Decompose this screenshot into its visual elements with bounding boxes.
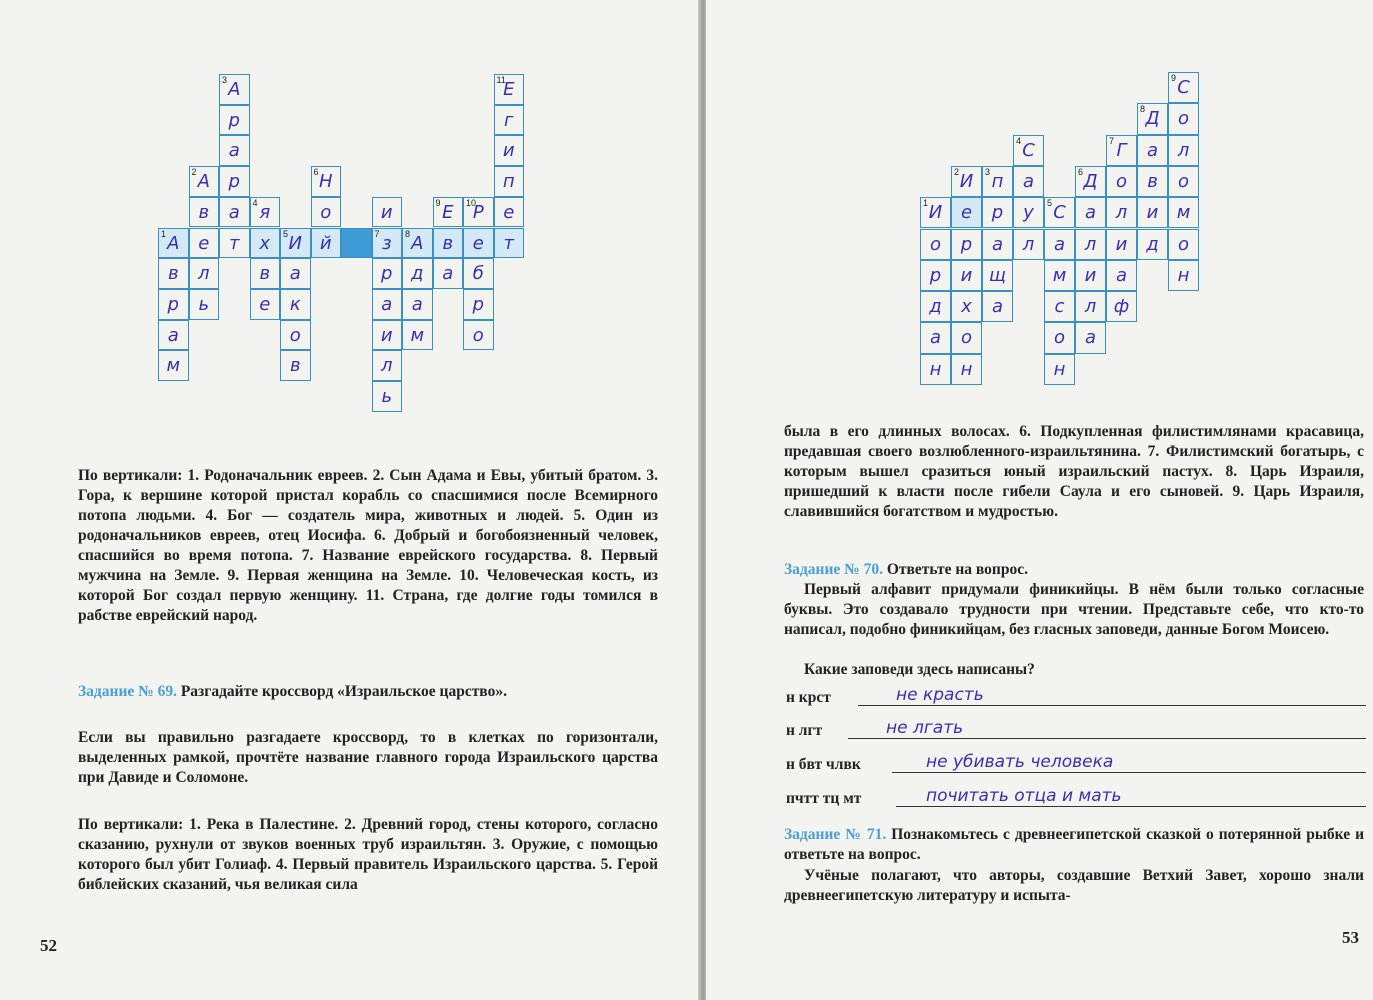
answer-handwritten: не лгать <box>886 718 964 738</box>
crossword-cell[interactable] <box>494 228 525 259</box>
crossword-cell[interactable] <box>1044 229 1075 260</box>
crossword-cell[interactable] <box>311 197 342 228</box>
crossword-cell-letter: о <box>1177 108 1189 130</box>
crossword-cell-letter: о <box>1177 170 1189 192</box>
crossword-cell-number: 6 <box>313 167 319 178</box>
crossword-cell[interactable] <box>1106 166 1137 197</box>
crossword-cell[interactable] <box>372 320 403 351</box>
crossword-cell-letter: р <box>228 171 240 193</box>
page-number-right: 53 <box>1342 928 1359 947</box>
crossword-cell[interactable] <box>280 350 311 381</box>
crossword-cell-letter: з <box>381 232 392 254</box>
crossword-cell[interactable] <box>219 135 250 166</box>
crossword-cell-number: 2 <box>191 167 197 178</box>
crossword-cell[interactable] <box>1168 103 1199 134</box>
clues-vertical-text: 1. Родоначальник евреев. 2. Сын Адама и Евы, убитый братом. 3. Гора, к вершине которой пристал корабль со спасшимися после Всемирного потопа людьми. 4. Бог — создатель мира, животных и людей. 5. Один из родоначальников евреев, отец Иосифа. 6. Добрый и богобоязненный человек, спасшийся во время потопа. 7. Название еврейского государства. 8. Первый мужчина на Земле. 9. Первая женщина на Земле. 10. Человеческая кость, из которой Бог создал первую женщину. 11. Страна, где долгие годы томился в рабстве еврейский народ. <box>78 467 658 624</box>
crossword-cell[interactable] <box>1137 135 1168 166</box>
crossword-cell-letter: а <box>1053 233 1066 255</box>
crossword-cell-letter: а <box>929 327 942 349</box>
crossword-cell[interactable] <box>1106 135 1137 166</box>
crossword-cell-letter: о <box>1053 327 1065 349</box>
crossword-cell-letter: и <box>502 140 515 162</box>
crossword-cell[interactable] <box>250 289 281 320</box>
crossword-cell[interactable] <box>372 197 403 228</box>
crossword-cell-letter: в <box>198 201 210 223</box>
task-69-body: Если вы правильно разгадаете кроссворд, то в клетках по горизонтали, выделенных рамкой, прочтёте название главного города Израильского царства при Давиде и Соломоне. <box>78 729 658 786</box>
crossword-cell[interactable] <box>1013 135 1044 166</box>
crossword-cell-letter: т <box>503 232 514 254</box>
crossword-cell[interactable] <box>1137 229 1168 260</box>
crossword-cell-letter: й <box>319 232 332 254</box>
crossword-cell-letter: а <box>411 293 423 315</box>
crossword-cell[interactable] <box>1137 197 1168 228</box>
crossword-cell-letter: Р <box>472 201 484 223</box>
task-69-label: Задание № 69. <box>78 683 177 700</box>
clues-vertical-label: По вертикали: <box>78 467 183 484</box>
crossword-cell-letter: и <box>380 324 393 346</box>
crossword-cell-letter: и <box>960 264 973 286</box>
crossword-cell-letter: л <box>1022 233 1035 255</box>
crossword-cell-letter: о <box>472 324 484 346</box>
crossword-cell-letter: о <box>929 233 941 255</box>
crossword-cell-letter: ь <box>198 293 210 315</box>
crossword-cell[interactable] <box>158 289 189 320</box>
crossword-cell-letter: н <box>1177 264 1190 286</box>
crossword-cell[interactable] <box>494 105 525 136</box>
task-69-clues <box>78 815 658 895</box>
crossword-cell[interactable] <box>280 320 311 351</box>
crossword-cell-letter: и <box>380 201 393 223</box>
crossword-cell[interactable] <box>494 74 525 105</box>
crossword-cell-letter: в <box>1147 170 1158 192</box>
crossword-cell[interactable] <box>951 322 982 353</box>
crossword-cell-number: 4 <box>1016 135 1022 146</box>
crossword-cell-letter: е <box>198 232 210 254</box>
crossword-cell-letter: д <box>929 296 942 318</box>
crossword-cell[interactable] <box>1075 260 1106 291</box>
crossword-cell[interactable] <box>1075 197 1106 228</box>
crossword-cell[interactable] <box>219 166 250 197</box>
crossword-cell[interactable] <box>250 258 281 289</box>
crossword-cell[interactable] <box>1106 260 1137 291</box>
crossword-cell[interactable] <box>1168 260 1199 291</box>
crossword-cell[interactable] <box>402 320 433 351</box>
task-69 <box>78 682 658 702</box>
crossword-cell-letter: м <box>1176 202 1191 224</box>
crossword-cell[interactable] <box>311 228 342 259</box>
crossword-cell[interactable] <box>1044 354 1075 385</box>
task-70-title: Ответьте на вопрос. <box>882 561 1028 578</box>
crossword-cell[interactable] <box>463 320 494 351</box>
crossword-cell-letter: а <box>442 263 454 285</box>
crossword-cell-letter: и <box>1115 233 1128 255</box>
task-70-label: Задание № 70. <box>784 561 883 578</box>
answer-line[interactable] <box>858 705 1366 706</box>
crossword-cell-letter: ь <box>381 386 393 407</box>
crossword-cell-letter: б <box>472 263 484 285</box>
crossword-cell[interactable] <box>402 258 433 289</box>
crossword-cell-letter: о <box>289 324 301 346</box>
crossword-cell-letter: а <box>1084 202 1097 224</box>
answer-handwritten: не убивать человека <box>926 752 1114 772</box>
crossword-cell[interactable] <box>1168 135 1199 166</box>
crossword-cell[interactable] <box>951 197 982 228</box>
crossword-cell-number: 6 <box>1078 166 1084 177</box>
crossword-cell-number: 8 <box>405 228 411 239</box>
crossword-cell[interactable] <box>1075 166 1106 197</box>
task-69-clues-label: По вертикали: <box>78 816 184 833</box>
crossword-cell-letter: л <box>380 355 393 377</box>
crossword-cell-letter: щ <box>989 264 1006 286</box>
task-69-title: Разгадайте кроссворд «Израильское царство». <box>176 683 507 700</box>
task-70-body: Первый алфавит придумали финикийцы. В нём были только согласные буквы. Это создавало трудности при чтении. Представьте себе, что кто-то написал, подобно финикийцам, без гласных заповеди, данные Богом Моисею. <box>784 581 1364 638</box>
crossword-cell-letter: р <box>228 109 240 131</box>
crossword-cell[interactable] <box>1137 103 1168 134</box>
crossword-cell-letter: в <box>442 232 454 254</box>
crossword-cell-letter: а <box>167 324 179 346</box>
answer-question: н крст <box>786 689 831 706</box>
crossword-cell-letter: Е <box>503 79 515 100</box>
crossword-cell-letter: д <box>411 263 424 285</box>
crossword-cell-letter: в <box>259 263 271 285</box>
crossword-cell[interactable] <box>920 197 951 228</box>
crossword-cell[interactable] <box>1168 197 1199 228</box>
crossword-cell[interactable] <box>1106 229 1137 260</box>
crossword-cell-letter: Г <box>1116 139 1127 161</box>
crossword-cell[interactable] <box>341 228 372 259</box>
answer-row <box>786 685 1366 709</box>
crossword-cell-letter: р <box>991 202 1004 224</box>
crossword-cell-letter: ф <box>1113 296 1130 318</box>
task-71-body: Учёные полагают, что авторы, создавшие Ветхий Завет, хорошо знали древнеегипетскую литературу и испыта- <box>784 867 1364 904</box>
crossword-cell-letter: а <box>381 293 393 315</box>
answer-row <box>786 718 1366 742</box>
crossword-cell[interactable] <box>219 228 250 259</box>
crossword-cell[interactable] <box>189 289 220 320</box>
crossword-cell-number: 3 <box>222 75 228 85</box>
crossword-cell[interactable] <box>280 289 311 320</box>
crossword-cell[interactable] <box>1013 197 1044 228</box>
crossword-cell[interactable] <box>1137 166 1168 197</box>
crossword-cell[interactable] <box>920 322 951 353</box>
answer-question: н лгт <box>786 722 823 739</box>
crossword-cell-letter: е <box>960 202 973 224</box>
crossword-cell-letter: е <box>503 201 515 223</box>
crossword-cell-letter: м <box>1052 264 1067 286</box>
crossword-cell[interactable] <box>1168 166 1199 197</box>
crossword-cell-letter: о <box>960 327 972 349</box>
crossword-cell-letter: Д <box>1145 108 1160 130</box>
crossword-cell[interactable] <box>158 258 189 289</box>
crossword-cell-number: 9 <box>435 197 441 208</box>
crossword-cell-letter: А <box>167 232 180 254</box>
answer-handwritten: почитать отца и мать <box>926 786 1122 806</box>
crossword-cell[interactable] <box>158 228 189 259</box>
crossword-cell-letter: р <box>167 293 179 315</box>
crossword-cell-number: 2 <box>954 166 960 177</box>
crossword-cell[interactable] <box>372 228 403 259</box>
crossword-cell-letter: с <box>1054 296 1065 318</box>
crossword-cell-letter: а <box>991 296 1004 318</box>
crossword-cell[interactable] <box>250 228 281 259</box>
crossword-cell-letter: п <box>991 170 1004 192</box>
crossword-cell[interactable] <box>920 354 951 385</box>
crossword-cell-letter: р <box>929 264 942 286</box>
crossword-cell[interactable] <box>1044 197 1075 228</box>
crossword-cell-letter: х <box>259 232 271 254</box>
answer-handwritten: не красть <box>896 685 984 705</box>
crossword-cell[interactable] <box>372 258 403 289</box>
crossword-cell[interactable] <box>1044 322 1075 353</box>
crossword-cell-letter: о <box>1177 233 1189 255</box>
crossword-cell[interactable] <box>1013 229 1044 260</box>
crossword-cell-letter: р <box>960 233 973 255</box>
crossword-cell[interactable] <box>920 291 951 322</box>
crossword-cell-number: 7 <box>374 228 380 239</box>
crossword-cell[interactable] <box>189 166 220 197</box>
crossword-cell[interactable] <box>1044 291 1075 322</box>
crossword-cell-letter: а <box>1022 170 1035 192</box>
crossword-cell-letter: л <box>1115 202 1128 224</box>
crossword-cell-letter: а <box>1146 139 1159 161</box>
crossword-cell[interactable] <box>982 260 1013 291</box>
crossword-cell-number: 7 <box>1109 135 1115 146</box>
clues-vertical-1 <box>78 466 658 626</box>
crossword-cell-number: 10 <box>466 197 477 208</box>
crossword-cell[interactable] <box>219 105 250 136</box>
crossword-cell[interactable] <box>189 197 220 228</box>
crossword-cell[interactable] <box>1168 229 1199 260</box>
answer-line[interactable] <box>848 738 1366 739</box>
crossword-cell[interactable] <box>433 228 464 259</box>
right-page <box>706 0 1373 1000</box>
crossword-cell-letter: к <box>289 293 301 315</box>
crossword-cell-number: 1 <box>161 228 167 239</box>
crossword-cell[interactable] <box>1044 260 1075 291</box>
crossword-cell[interactable] <box>1075 229 1106 260</box>
crossword-cell-letter: И <box>928 202 943 224</box>
crossword-cell-number: 4 <box>252 197 258 208</box>
crossword-cell-number: 9 <box>1171 73 1177 83</box>
crossword-cell-letter: о <box>320 201 332 223</box>
crossword-cell[interactable] <box>219 197 250 228</box>
crossword-cell-number: 5 <box>283 228 289 239</box>
crossword-cell[interactable] <box>402 289 433 320</box>
crossword-cell-letter: у <box>1023 202 1034 224</box>
crossword-cell-letter: С <box>1022 139 1035 161</box>
crossword-cell-letter: а <box>228 140 240 162</box>
crossword-cell-letter: А <box>197 171 210 193</box>
crossword-cell[interactable] <box>1075 322 1106 353</box>
task-69-clues-text: 1. Река в Палестине. 2. Древний город, стены которого, согласно сказанию, рухнули от звуков военных труб израильтян. 3. Оружие, с помощью которого был убит Голиаф. 4. Первый правитель Израильского царства. 5. Герой библейских сказаний, чья великая сила <box>78 816 658 893</box>
crossword-cell[interactable] <box>494 197 525 228</box>
crossword-cell[interactable] <box>1106 197 1137 228</box>
answer-question: пчтт тц мт <box>786 790 862 807</box>
crossword-cell-letter: а <box>228 201 240 223</box>
crossword-cell-number: 8 <box>1140 104 1146 115</box>
crossword-cell-letter: м <box>166 355 181 377</box>
crossword-cell-letter: р <box>381 263 393 285</box>
crossword-cell-number: 11 <box>496 75 506 85</box>
crossword-cell-letter: п <box>502 171 515 193</box>
crossword-cell-letter: н <box>1053 358 1066 380</box>
crossword-cell-letter: я <box>259 201 271 223</box>
crossword-cell-letter: л <box>1084 233 1097 255</box>
crossword-cell[interactable] <box>1168 72 1199 103</box>
crossword-cell-letter: в <box>167 263 179 285</box>
crossword-cell-letter: И <box>288 232 302 254</box>
crossword-cell[interactable] <box>189 258 220 289</box>
crossword-cell[interactable] <box>982 229 1013 260</box>
crossword-cell[interactable] <box>1106 291 1137 322</box>
crossword-cell[interactable] <box>280 258 311 289</box>
crossword-cell[interactable] <box>189 228 220 259</box>
crossword-cell[interactable] <box>280 228 311 259</box>
task-71-label: Задание № 71. <box>784 826 887 843</box>
crossword-cell[interactable] <box>494 135 525 166</box>
crossword-cell-letter: г <box>504 109 514 131</box>
crossword-cell-letter: А <box>411 232 424 254</box>
crossword-cell-letter: С <box>1177 77 1190 98</box>
crossword-cell-letter: А <box>228 79 241 100</box>
crossword-cell-letter: Е <box>442 201 454 223</box>
crossword-cell[interactable] <box>463 258 494 289</box>
crossword-cell-letter: а <box>1084 327 1097 349</box>
crossword-cell-letter: н <box>960 358 973 380</box>
answer-question: н бвт члвк <box>786 756 861 773</box>
crossword-cell[interactable] <box>982 197 1013 228</box>
crossword-cell[interactable] <box>982 166 1013 197</box>
crossword-cell-letter: и <box>1084 264 1097 286</box>
crossword-cell-letter: а <box>991 233 1004 255</box>
crossword-cell[interactable] <box>463 289 494 320</box>
crossword-cell-letter: т <box>229 232 240 254</box>
crossword-cell-number: 5 <box>1047 198 1053 209</box>
crossword-cell-letter: И <box>959 170 974 192</box>
crossword-cell[interactable] <box>951 291 982 322</box>
crossword-cell[interactable] <box>494 166 525 197</box>
task-71-title: Познакомьтесь с древнеегипетской сказкой о потерянной рыбке и ответьте на вопрос. <box>784 826 1365 863</box>
crossword-cell-letter: Д <box>1083 170 1098 192</box>
crossword-cell[interactable] <box>1075 291 1106 322</box>
crossword-cell-letter: а <box>1115 264 1128 286</box>
crossword-cell[interactable] <box>250 197 281 228</box>
answer-row <box>786 752 1366 776</box>
answer-line[interactable] <box>896 806 1366 807</box>
crossword-cell-letter: и <box>1146 202 1159 224</box>
crossword-cell-letter: д <box>1146 233 1159 255</box>
continuation-text: была в его длинных волосах. 6. Подкупленная филистимлянами красавица, предавшая своего возлюбленного-израильтянина. 7. Филистимский богатырь, с которым вышел сразиться юный израильский пастух. 8. Царь Израиля, пришедший к власти после гибели Саула и его сыновей. 9. Царь Израиля, славившийся богатством и мудростью. <box>784 423 1364 520</box>
crossword-cell[interactable] <box>920 229 951 260</box>
crossword-cell-number: 1 <box>923 198 929 209</box>
answer-row <box>786 786 1366 810</box>
crossword-cell-letter: е <box>472 232 484 254</box>
crossword-cell-letter: л <box>1177 139 1190 161</box>
crossword-cell[interactable] <box>951 229 982 260</box>
crossword-cell[interactable] <box>951 354 982 385</box>
task-70-question: Какие заповеди здесь написаны? <box>804 661 1035 678</box>
crossword-cell[interactable] <box>982 291 1013 322</box>
crossword-cell[interactable] <box>372 289 403 320</box>
crossword-cell[interactable] <box>158 350 189 381</box>
crossword-cell[interactable] <box>433 258 464 289</box>
task-70 <box>784 560 1364 580</box>
crossword-cell[interactable] <box>463 197 494 228</box>
crossword-cell-letter: С <box>1053 202 1066 224</box>
crossword-cell-letter: м <box>410 324 425 346</box>
crossword-cell-letter: р <box>472 293 484 315</box>
crossword-cell[interactable] <box>219 74 250 105</box>
crossword-cell[interactable] <box>920 260 951 291</box>
answer-line[interactable] <box>892 772 1366 773</box>
task-71 <box>784 825 1364 865</box>
crossword-cell[interactable] <box>433 197 464 228</box>
crossword-cell-letter: в <box>289 355 301 377</box>
crossword-cell-letter: х <box>961 296 972 318</box>
crossword-cell-letter: Н <box>318 171 333 193</box>
crossword-cell-letter: а <box>289 263 301 285</box>
crossword-cell-letter: л <box>197 263 210 285</box>
crossword-cell[interactable] <box>372 350 403 381</box>
crossword-cell[interactable] <box>402 228 433 259</box>
crossword-cell-letter: л <box>1084 296 1097 318</box>
crossword-cell-letter: е <box>259 293 271 315</box>
crossword-cell-letter: о <box>1115 170 1127 192</box>
crossword-cell[interactable] <box>1013 166 1044 197</box>
crossword-cell[interactable] <box>463 228 494 259</box>
crossword-cell[interactable] <box>311 166 342 197</box>
page-number-left: 52 <box>40 936 57 955</box>
crossword-cell-letter: н <box>929 358 942 380</box>
crossword-cell[interactable] <box>951 166 982 197</box>
crossword-cell[interactable] <box>372 381 403 412</box>
crossword-cell[interactable] <box>158 320 189 351</box>
crossword-cell-number: 3 <box>985 166 991 177</box>
crossword-cell[interactable] <box>951 260 982 291</box>
